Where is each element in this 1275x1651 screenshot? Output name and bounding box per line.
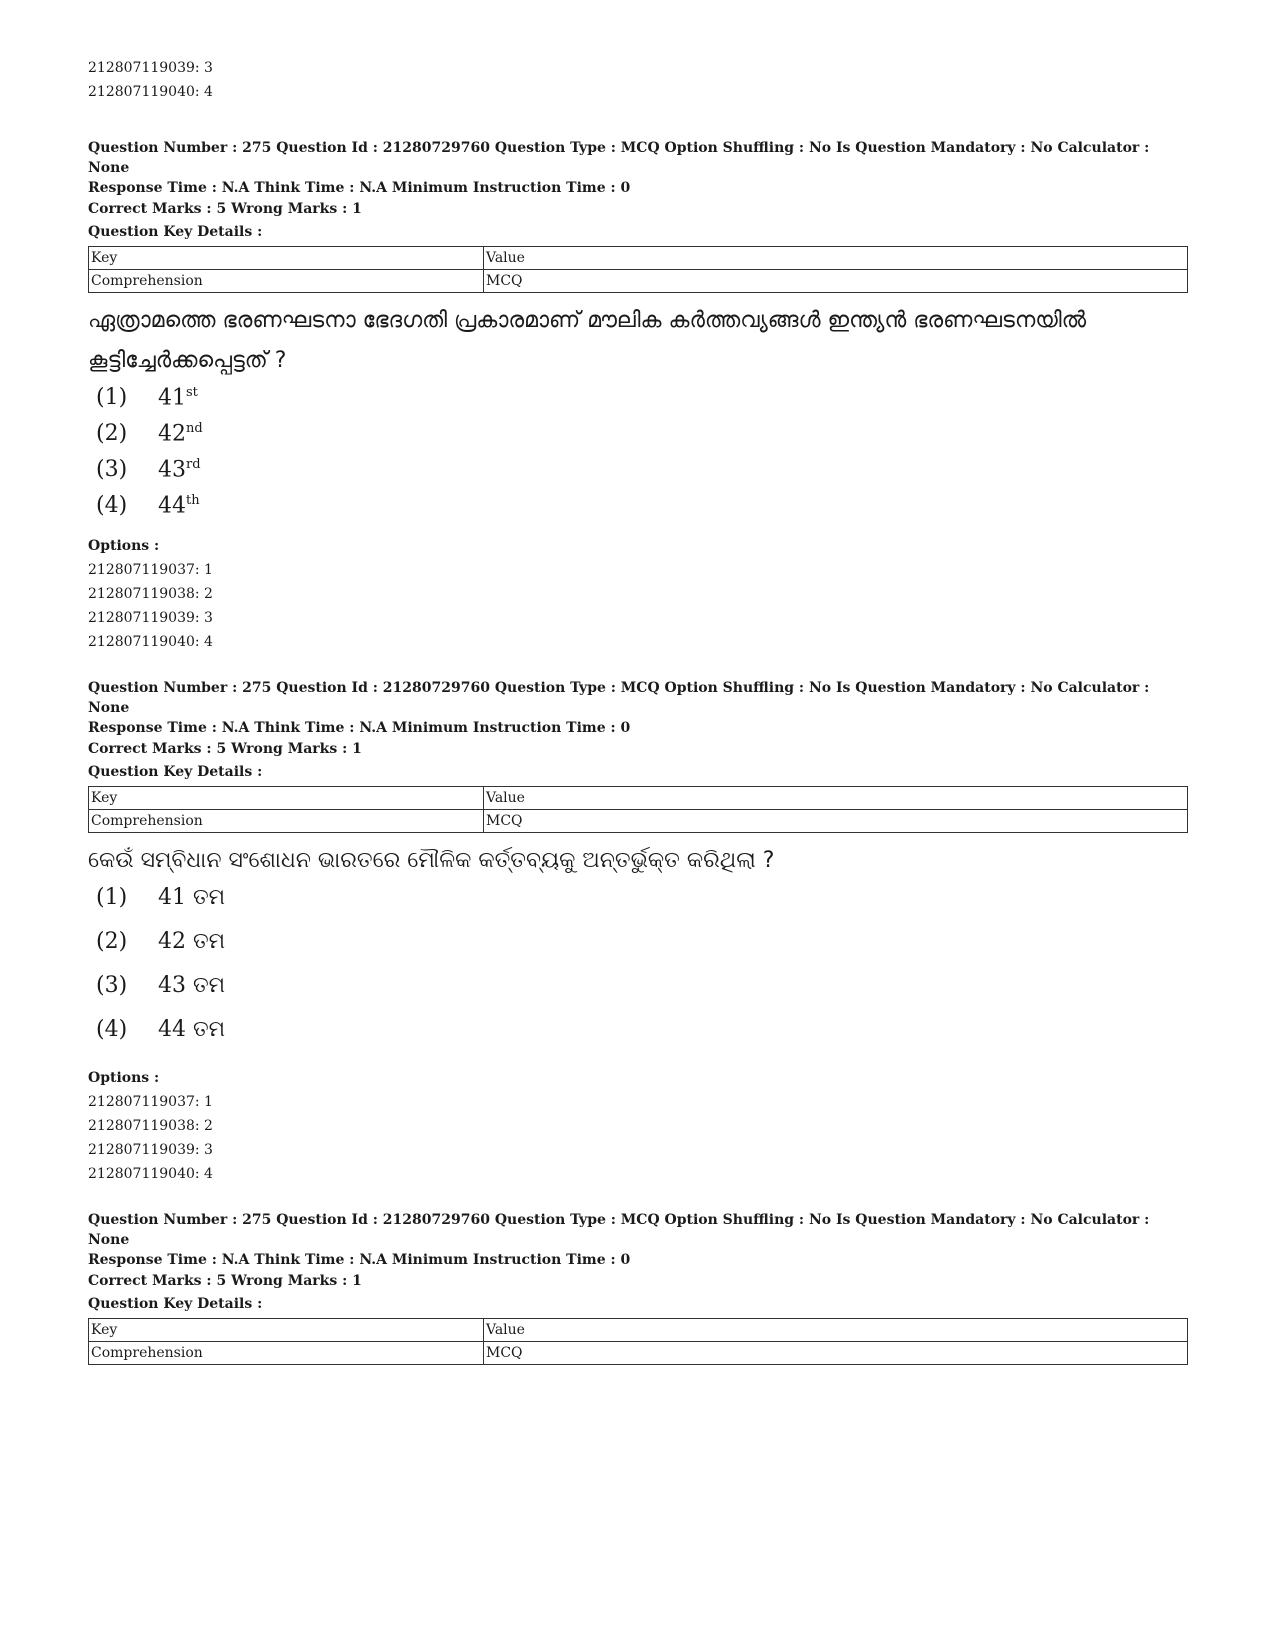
options-label: Options :	[88, 538, 160, 554]
choice-text: 43 ତମ	[158, 973, 226, 998]
choice-text	[158, 421, 203, 446]
choice-suffix: nd	[186, 421, 203, 436]
answer-choice	[88, 973, 1188, 1017]
key-header: Key	[89, 1319, 484, 1342]
table-header-row	[89, 787, 1188, 810]
answer-choice	[88, 457, 1188, 493]
choice-base: 42	[158, 421, 186, 447]
choice-number: (4)	[96, 1017, 128, 1042]
choice-number: (3)	[96, 973, 128, 998]
answer-choice	[88, 885, 1188, 929]
table-header-row	[89, 247, 1188, 270]
key-details-label: Question Key Details :	[88, 1296, 263, 1312]
question-meta	[88, 678, 1188, 738]
option-ids	[88, 1067, 1188, 1186]
question-block-malayalam	[88, 138, 1188, 654]
choice-number: (2)	[96, 421, 128, 447]
choice-number: (3)	[96, 457, 128, 483]
answer-choices	[88, 385, 1188, 529]
choice-number: (1)	[96, 385, 128, 411]
value-header: Value	[484, 787, 1188, 810]
choice-suffix: rd	[186, 457, 201, 472]
key-header: Key	[89, 247, 484, 270]
question-text	[88, 841, 1188, 881]
key-details-table	[88, 786, 1188, 833]
choice-text	[158, 457, 201, 482]
key-details-table	[88, 246, 1188, 293]
choice-text: 42 ତମ	[158, 929, 226, 954]
question-line-1: ഏത്രാമത്തെ ഭരണഘടനാ ഭേദഗതി പ്രകാരമാണ് മൗലിക കർത്തവ്യങ്ങൾ ഇന്ത്യൻ ഭരണഘടനയിൽ	[88, 308, 1087, 333]
key-header: Key	[89, 787, 484, 810]
answer-choice	[88, 421, 1188, 457]
choice-text: 41 ତମ	[158, 885, 226, 910]
value-cell: MCQ	[484, 1342, 1188, 1365]
option-id-line: 212807119040: 4	[88, 634, 213, 650]
option-id-line: 212807119039: 3	[88, 610, 213, 626]
choice-suffix: st	[186, 385, 198, 400]
choice-base: 43	[158, 457, 186, 483]
table-row	[89, 270, 1188, 293]
option-id-line: 212807119039: 3	[88, 1142, 213, 1158]
value-cell: MCQ	[484, 810, 1188, 833]
option-id-line: 212807119038: 2	[88, 586, 213, 602]
key-cell: Comprehension	[89, 810, 484, 833]
table-header-row	[89, 1319, 1188, 1342]
value-cell: MCQ	[484, 270, 1188, 293]
marks-line: Correct Marks : 5 Wrong Marks : 1	[88, 201, 362, 217]
meta-line-2: Response Time : N.A Think Time : N.A Minimum Instruction Time : 0	[88, 1252, 631, 1268]
question-block-next	[88, 1210, 1188, 1365]
option-id-line: 212807119040: 4	[88, 1166, 213, 1182]
choice-base: 44	[158, 493, 186, 519]
choice-number: (1)	[96, 885, 128, 910]
question-line-1: କେଉଁ ସମ୍ବିଧାନ ସଂଶୋଧନ ଭାରତରେ ମୌଳିକ କର୍ତ୍ତବ୍ୟକୁ ଅନ୍ତର୍ଭୁକ୍ତ କରିଥିଲା ?	[88, 848, 775, 873]
option-id-line: 212807119038: 2	[88, 1118, 213, 1134]
choice-text	[158, 493, 200, 518]
options-label: Options :	[88, 1070, 160, 1086]
meta-line-2: Response Time : N.A Think Time : N.A Minimum Instruction Time : 0	[88, 180, 631, 196]
meta-line-1: Question Number : 275 Question Id : 21280729760 Question Type : MCQ Option Shuffling : No Is Question Mandatory : No Calculator : None	[88, 1212, 1150, 1248]
key-cell: Comprehension	[89, 270, 484, 293]
table-row	[89, 810, 1188, 833]
choice-base: 41	[158, 385, 186, 411]
choice-text	[158, 385, 198, 410]
choice-suffix: th	[186, 493, 200, 508]
meta-line-1: Question Number : 275 Question Id : 21280729760 Question Type : MCQ Option Shuffling : No Is Question Mandatory : No Calculator : None	[88, 680, 1150, 716]
key-cell: Comprehension	[89, 1342, 484, 1365]
marks-line: Correct Marks : 5 Wrong Marks : 1	[88, 741, 362, 757]
key-details-table	[88, 1318, 1188, 1365]
value-header: Value	[484, 1319, 1188, 1342]
question-line-2: കൂട്ടിച്ചേർക്കപ്പെട്ടത് ?	[88, 348, 287, 373]
option-id-line: 212807119037: 1	[88, 562, 213, 578]
question-meta	[88, 1210, 1188, 1270]
marks-line: Correct Marks : 5 Wrong Marks : 1	[88, 1273, 362, 1289]
question-block-odia	[88, 678, 1188, 1186]
meta-line-2: Response Time : N.A Think Time : N.A Minimum Instruction Time : 0	[88, 720, 631, 736]
table-row	[89, 1342, 1188, 1365]
key-details-label: Question Key Details :	[88, 224, 263, 240]
option-id-line: 212807119037: 1	[88, 1094, 213, 1110]
answer-choice	[88, 385, 1188, 421]
key-details-label: Question Key Details :	[88, 764, 263, 780]
option-id-line: 212807119039: 3	[88, 60, 213, 76]
choice-number: (4)	[96, 493, 128, 519]
answer-choice	[88, 493, 1188, 529]
answer-choice	[88, 1017, 1188, 1061]
value-header: Value	[484, 247, 1188, 270]
option-ids	[88, 535, 1188, 654]
option-id-line: 212807119040: 4	[88, 84, 213, 100]
question-meta	[88, 138, 1188, 198]
document-page	[88, 56, 1188, 1365]
choice-number: (2)	[96, 929, 128, 954]
meta-line-1: Question Number : 275 Question Id : 21280729760 Question Type : MCQ Option Shuffling : No Is Question Mandatory : No Calculator : None	[88, 140, 1150, 176]
answer-choices	[88, 885, 1188, 1061]
answer-choice	[88, 929, 1188, 973]
top-options	[88, 56, 1188, 104]
choice-text: 44 ତମ	[158, 1017, 226, 1042]
question-text	[88, 301, 1188, 381]
